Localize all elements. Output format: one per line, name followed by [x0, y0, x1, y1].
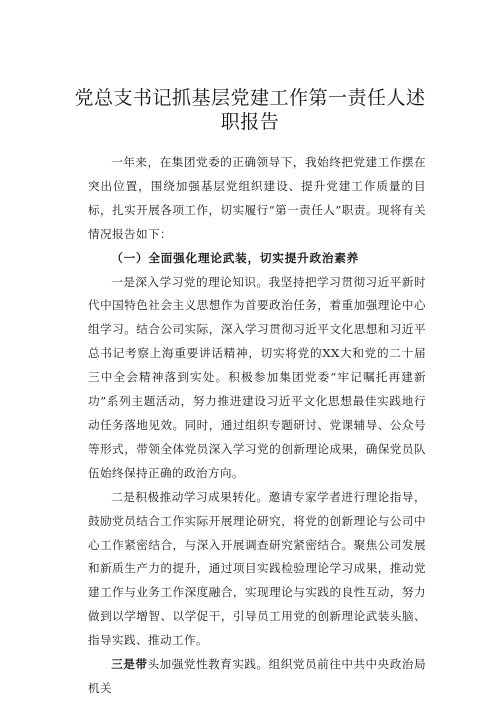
- document-body: [88, 151, 426, 701]
- body-paragraph-2: 二是积极推动学习成果转化。邀请专家学者进行理论指导，鼓励党员结合工作实际开展理论研究，将党的创新理论与公司中心工作紧密结合，与深入开展调查研究紧密结合。聚焦公司发展和新质生产力的提升，通过项目实践检验理论学习成果，推动党建工作与业务工作深度融合，实现理论与实践的良性互动，努力做到以学增智、以学促干，引导员工用党的创新理论武装头脑、指导实践、推动工作。: [88, 489, 426, 648]
- intro-paragraph: 一年来，在集团党委的正确领导下，我始终把党建工作摆在突出位置，围绕加强基层党组织建设、提升党建工作质量的目标，扎实开展各项工作，切实履行“第一责任人”职责。现将有关情况报告如下：: [88, 155, 426, 241]
- paragraph-text: 头加强党性教育实践。组织党员前往中共中央政治局机关: [88, 657, 427, 695]
- body-paragraph-3: [88, 653, 426, 701]
- section-heading: （一）全面强化理论武装，切实提升政治素养: [111, 250, 360, 265]
- page-title: 党总支书记抓基层党建工作第一责任人述职报告: [74, 87, 426, 133]
- body-paragraph-1: 一是深入学习党的理论知识。我坚持把学习贯彻习近平新时代中国特色社会主义思想作为首要政治任务，着重加强理论中心组学习。结合公司实际，深入学习贯彻习近平文化思想和习近平总书记考察上海重要讲话精神，切实将党的XX大和党的二十届三中全会精神落到实处。积极参加集团党委“牢记嘱托再建新功”系列主题活动，努力推进建设习近平文化思想最佳实践地行动任务落地见效。同时，通过组织专题研讨、党课辅导、公众号等形式，带领全体党员深入学习党的创新理论成果，确保党员队伍始终保持正确的政治方向。: [88, 274, 426, 480]
- paragraph-lead: 三是带: [111, 657, 148, 672]
